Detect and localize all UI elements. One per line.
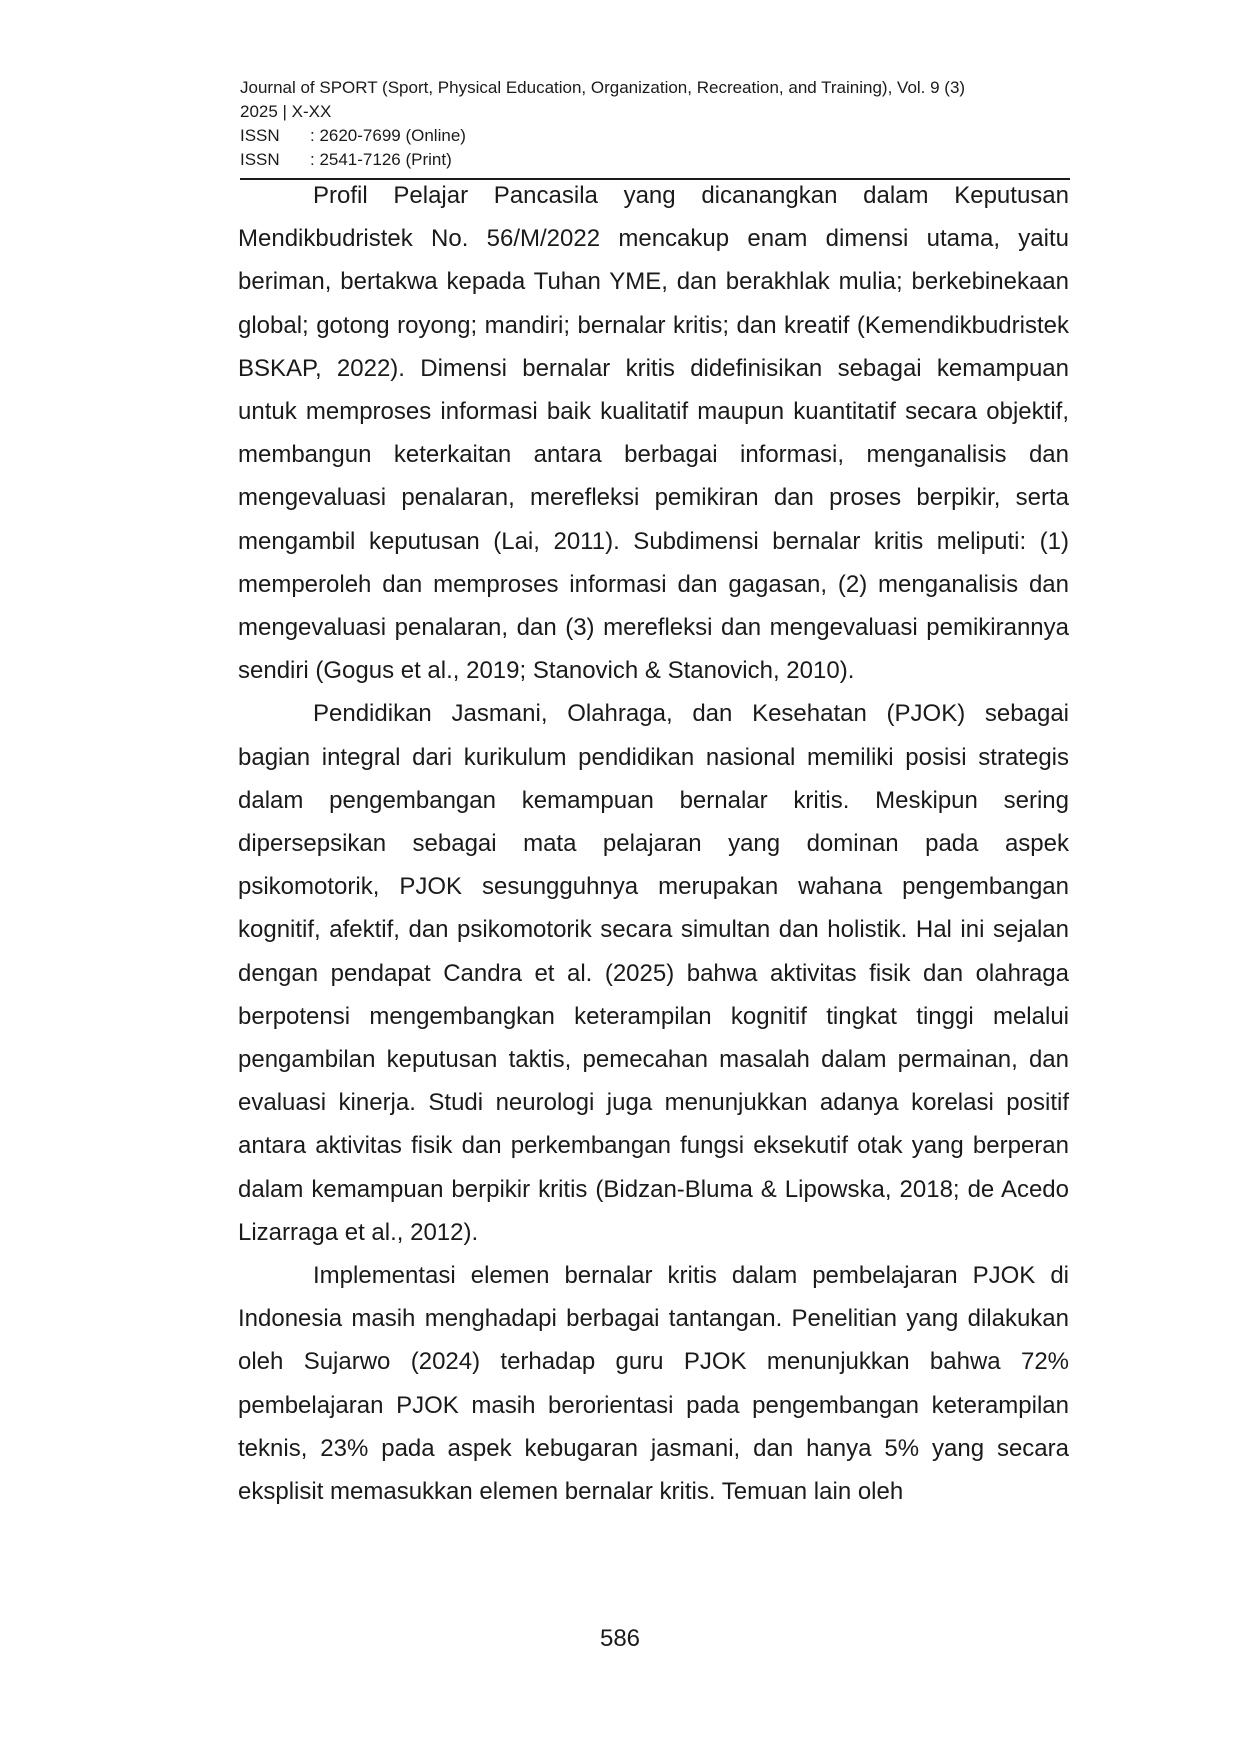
- issn-print-label: ISSN: [240, 150, 280, 169]
- issn-print-value: : 2541-7126 (Print): [310, 150, 452, 169]
- issn-online-value: : 2620-7699 (Online): [310, 126, 466, 145]
- paragraph-implementasi: Implementasi elemen bernalar kritis dalam pembelajaran PJOK di Indonesia masih menghadapi berbagai tantangan. Penelitian yang dilakukan oleh Sujarwo (2024) terhadap guru PJOK menunjukkan bahwa 72% pembelajaran PJOK masih berorientasi pada pengembangan keterampilan teknis, 23% pada aspek kebugaran jasmani, dan hanya 5% yang secara eksplisit memasukkan elemen bernalar kritis. Temuan lain oleh: [238, 1262, 1069, 1506]
- paragraph-pjok-strategis: Pendidikan Jasmani, Olahraga, dan Kesehatan (PJOK) sebagai bagian integral dari kurikulum pendidikan nasional memiliki posisi strategis dalam pengembangan kemampuan bernalar kritis. Meskipun sering dipersepsikan sebagai mata pelajaran yang dominan pada aspek psikomotorik, PJOK sesungguhnya merupakan wahana pengembangan kognitif, afektif, dan psikomotorik secara simultan dan holistik. Hal ini sejalan dengan pendapat Candra et al. (2025) bahwa aktivitas fisik dan olahraga berpotensi mengembangkan keterampilan kognitif tingkat tinggi melalui pengambilan keputusan taktis, pemecahan masalah dalam permainan, dan evaluasi kinerja. Studi neurologi juga menunjukkan adanya korelasi positif antara aktivitas fisik dan perkembangan fungsi eksekutif otak yang berperan dalam kemampuan berpikir kritis (Bidzan-Bluma & Lipowska, 2018; de Acedo Lizarraga et al., 2012).: [238, 700, 1069, 1246]
- body-text: [238, 174, 1069, 1513]
- paragraph-profil-pelajar-pancasila: Profil Pelajar Pancasila yang dicanangkan dalam Keputusan Mendikbudristek No. 56/M/2022 mencakup enam dimensi utama, yaitu beriman, bertakwa kepada Tuhan YME, dan berakhlak mulia; berkebinekaan global; gotong royong; mandiri; bernalar kritis; dan kreatif (Kemendikbudristek BSKAP, 2022). Dimensi bernalar kritis didefinisikan sebagai kemampuan untuk memproses informasi baik kualitatif maupun kuantitatif secara objektif, membangun keterkaitan antara berbagai informasi, menganalisis dan mengevaluasi penalaran, merefleksi pemikiran dan proses berpikir, serta mengambil keputusan (Lai, 2011). Subdimensi bernalar kritis meliputi: (1) memperoleh dan memproses informasi dan gagasan, (2) menganalisis dan mengevaluasi penalaran, dan (3) merefleksi dan mengevaluasi pemikirannya sendiri (Gogus et al., 2019; Stanovich & Stanovich, 2010).: [238, 182, 1069, 685]
- issn-online-label: ISSN: [240, 126, 280, 145]
- journal-title: Journal of SPORT (Sport, Physical Education, Organization, Recreation, and Training), Vol. 9 (3): [240, 78, 966, 97]
- issn-print: [240, 148, 1070, 172]
- running-header: [240, 76, 1070, 172]
- page-number: 586: [599, 1625, 641, 1652]
- issn-online: [240, 124, 1070, 148]
- journal-year-pages: 2025 | X-XX: [240, 102, 332, 121]
